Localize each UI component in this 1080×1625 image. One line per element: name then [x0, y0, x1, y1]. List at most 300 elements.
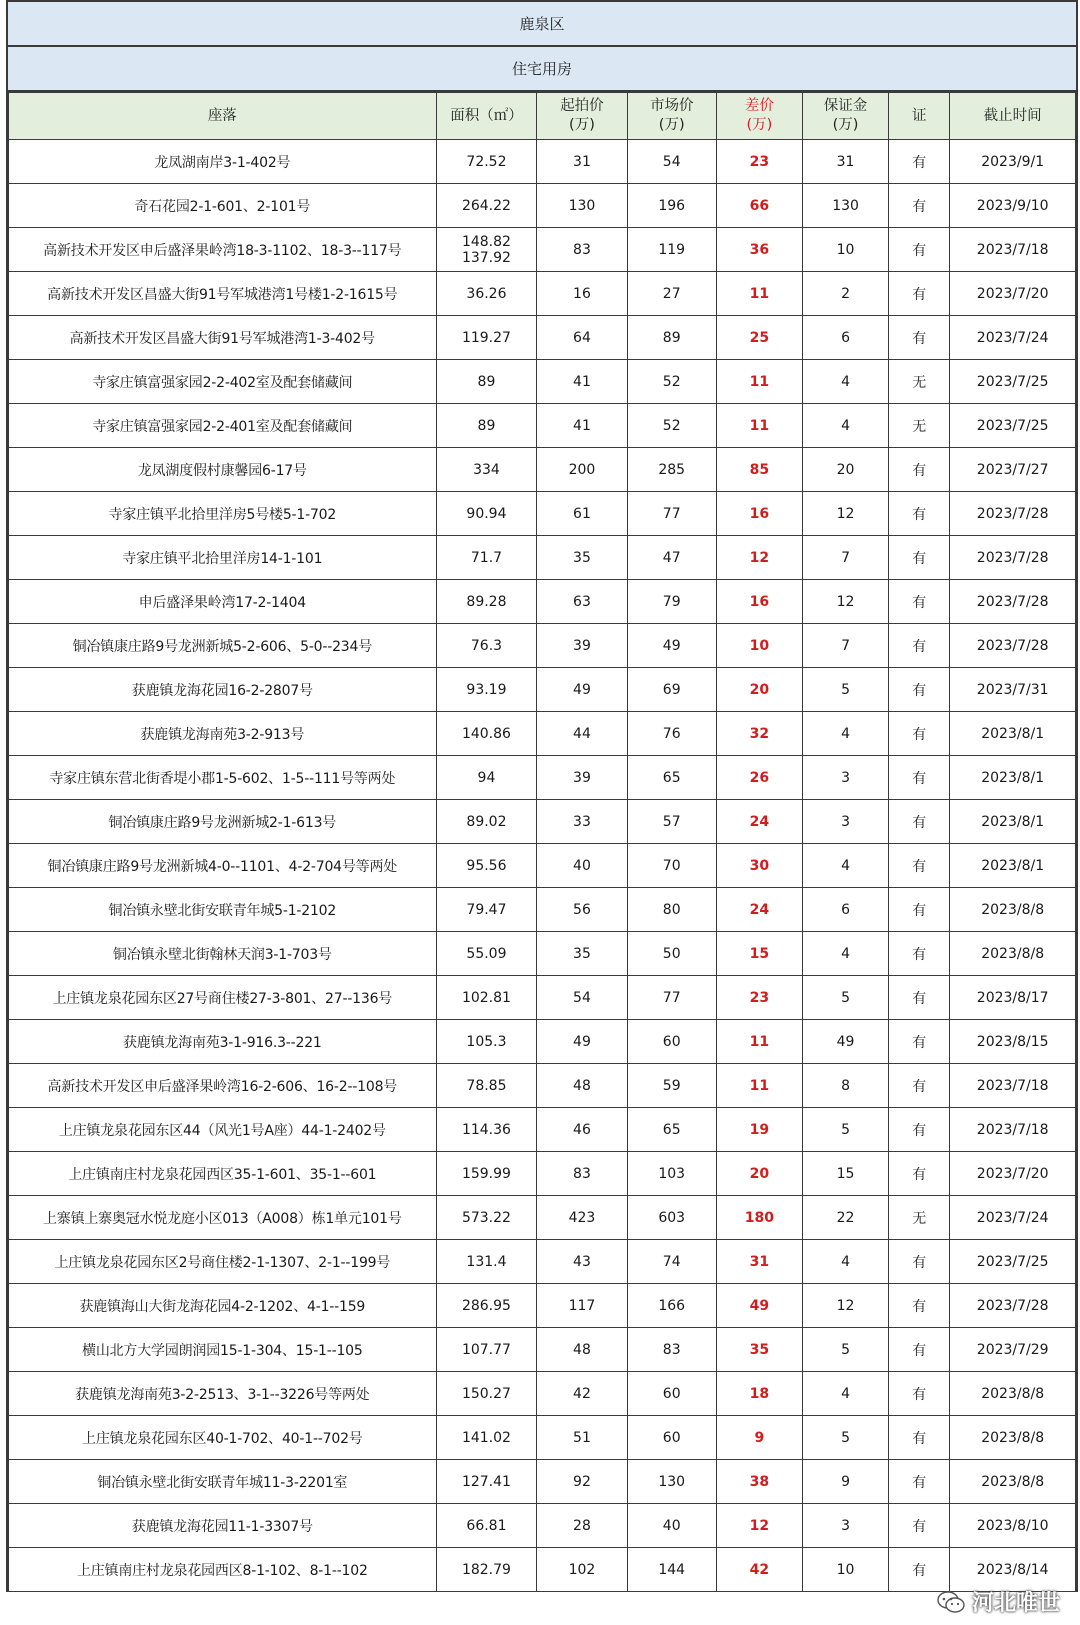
col-certificate-cell: 有	[889, 668, 950, 712]
col-deposit-cell: 3	[802, 1504, 888, 1548]
col-market-price-cell: 27	[627, 272, 716, 316]
col-location-cell: 上庄镇龙泉花园东区27号商住楼27-3-801、27--136号	[9, 976, 437, 1020]
col-location-cell: 龙凤湖度假村康馨园6-17号	[9, 448, 437, 492]
col-area-cell: 131.4	[436, 1240, 537, 1284]
col-market-price-cell: 60	[627, 1020, 716, 1064]
col-market-price-cell: 196	[627, 184, 716, 228]
col-location-cell: 铜冶镇康庄路9号龙洲新城4-0--1101、4-2-704号等两处	[9, 844, 437, 888]
col-market-price-cell: 103	[627, 1152, 716, 1196]
col-deadline-cell: 2023/7/24	[950, 1196, 1076, 1240]
col-start-price-cell: 44	[537, 712, 627, 756]
col-deadline-cell: 2023/7/28	[950, 580, 1076, 624]
col-market-price-cell: 79	[627, 580, 716, 624]
col-location-cell: 寺家庄镇东营北街香堤小郡1-5-602、1-5--111号等两处	[9, 756, 437, 800]
col-area-cell: 140.86	[436, 712, 537, 756]
col-location-cell: 铜冶镇永壁北街安联青年城11-3-2201室	[9, 1460, 437, 1504]
col-area-cell: 89	[436, 404, 537, 448]
col-price-diff-cell: 42	[716, 1548, 802, 1592]
table-row	[9, 184, 1076, 228]
col-price-diff-cell: 11	[716, 272, 802, 316]
col-area-cell: 573.22	[436, 1196, 537, 1240]
col-area-cell: 150.27	[436, 1372, 537, 1416]
col-price-diff-cell: 19	[716, 1108, 802, 1152]
col-start-price-cell: 39	[537, 756, 627, 800]
col-certificate-cell: 有	[889, 756, 950, 800]
col-location-header: 座落	[9, 93, 437, 140]
col-deposit-cell: 4	[802, 404, 888, 448]
col-deposit-cell: 5	[802, 1328, 888, 1372]
col-certificate-cell: 有	[889, 1284, 950, 1328]
col-certificate-cell: 有	[889, 1152, 950, 1196]
col-certificate-cell: 有	[889, 140, 950, 184]
table-row	[9, 712, 1076, 756]
col-market-price-cell: 65	[627, 756, 716, 800]
col-area-cell: 102.81	[436, 976, 537, 1020]
col-price-diff-cell: 15	[716, 932, 802, 976]
col-price-diff-cell: 12	[716, 536, 802, 580]
col-deposit-cell: 4	[802, 712, 888, 756]
col-price-diff-cell: 20	[716, 1152, 802, 1196]
col-start-price-cell: 92	[537, 1460, 627, 1504]
table-row	[9, 1020, 1076, 1064]
col-certificate-cell: 有	[889, 844, 950, 888]
col-deposit-cell: 9	[802, 1460, 888, 1504]
col-area-cell: 66.81	[436, 1504, 537, 1548]
col-price-diff-cell: 66	[716, 184, 802, 228]
col-price-diff-cell: 31	[716, 1240, 802, 1284]
col-price-diff-cell: 25	[716, 316, 802, 360]
col-market-price-cell: 130	[627, 1460, 716, 1504]
col-market-price-cell: 70	[627, 844, 716, 888]
col-deposit-cell: 10	[802, 1548, 888, 1592]
col-market-price-cell: 80	[627, 888, 716, 932]
col-certificate-cell: 有	[889, 272, 950, 316]
table-row	[9, 1108, 1076, 1152]
col-location-cell: 铜冶镇永壁北街翰林天润3-1-703号	[9, 932, 437, 976]
col-certificate-cell: 有	[889, 1064, 950, 1108]
col-area-cell: 89.02	[436, 800, 537, 844]
col-location-cell: 铜冶镇永壁北街安联青年城5-1-2102	[9, 888, 437, 932]
col-start-price-cell: 33	[537, 800, 627, 844]
col-price-diff-header: 差价 (万)	[716, 93, 802, 140]
col-certificate-cell: 有	[889, 1240, 950, 1284]
col-area-cell: 159.99	[436, 1152, 537, 1196]
col-deadline-cell: 2023/9/1	[950, 140, 1076, 184]
col-area-cell: 78.85	[436, 1064, 537, 1108]
col-deadline-cell: 2023/7/25	[950, 1240, 1076, 1284]
table-row	[9, 1196, 1076, 1240]
col-deadline-cell: 2023/7/18	[950, 228, 1076, 272]
col-deadline-cell: 2023/7/18	[950, 1108, 1076, 1152]
col-area-cell: 55.09	[436, 932, 537, 976]
col-location-cell: 获鹿镇龙海南苑3-2-2513、3-1--3226号等两处	[9, 1372, 437, 1416]
col-market-price-cell: 49	[627, 624, 716, 668]
col-price-diff-cell: 30	[716, 844, 802, 888]
col-market-price-header: 市场价 (万)	[627, 93, 716, 140]
col-price-diff-cell: 11	[716, 360, 802, 404]
col-market-price-cell: 50	[627, 932, 716, 976]
listing-sheet	[6, 0, 1078, 1592]
col-certificate-cell: 有	[889, 492, 950, 536]
col-market-price-cell: 119	[627, 228, 716, 272]
col-start-price-cell: 83	[537, 228, 627, 272]
col-location-cell: 获鹿镇龙海南苑3-1-916.3--221	[9, 1020, 437, 1064]
col-certificate-cell: 有	[889, 712, 950, 756]
col-area-cell: 72.52	[436, 140, 537, 184]
col-start-price-cell: 39	[537, 624, 627, 668]
col-area-cell: 94	[436, 756, 537, 800]
col-location-cell: 横山北方大学园朗润园15-1-304、15-1--105	[9, 1328, 437, 1372]
col-start-price-cell: 35	[537, 932, 627, 976]
col-start-price-header: 起拍价 (万)	[537, 93, 627, 140]
table-row	[9, 228, 1076, 272]
col-market-price-cell: 52	[627, 404, 716, 448]
col-location-cell: 铜冶镇康庄路9号龙洲新城5-2-606、5-0--234号	[9, 624, 437, 668]
col-deposit-cell: 8	[802, 1064, 888, 1108]
col-location-cell: 上庄镇龙泉花园东区44（风光1号A座）44-1-2402号	[9, 1108, 437, 1152]
col-certificate-cell: 有	[889, 976, 950, 1020]
col-price-diff-cell: 24	[716, 800, 802, 844]
col-price-diff-cell: 18	[716, 1372, 802, 1416]
col-area-cell: 182.79	[436, 1548, 537, 1592]
table-row	[9, 888, 1076, 932]
col-start-price-cell: 200	[537, 448, 627, 492]
col-deadline-cell: 2023/9/10	[950, 184, 1076, 228]
col-certificate-cell: 有	[889, 1460, 950, 1504]
col-price-diff-cell: 16	[716, 580, 802, 624]
col-market-price-cell: 65	[627, 1108, 716, 1152]
col-area-cell: 90.94	[436, 492, 537, 536]
table-body	[9, 140, 1076, 1592]
col-market-price-cell: 285	[627, 448, 716, 492]
col-deposit-cell: 5	[802, 668, 888, 712]
col-area-cell: 141.02	[436, 1416, 537, 1460]
table-row	[9, 976, 1076, 1020]
col-deposit-cell: 3	[802, 756, 888, 800]
col-price-diff-cell: 26	[716, 756, 802, 800]
col-start-price-cell: 41	[537, 404, 627, 448]
col-start-price-cell: 51	[537, 1416, 627, 1460]
col-area-cell: 286.95	[436, 1284, 537, 1328]
table-row	[9, 1284, 1076, 1328]
col-deposit-cell: 6	[802, 316, 888, 360]
col-deadline-header: 截止时间	[950, 93, 1076, 140]
col-deadline-cell: 2023/8/8	[950, 1372, 1076, 1416]
col-area-cell: 76.3	[436, 624, 537, 668]
col-deposit-cell: 20	[802, 448, 888, 492]
col-deposit-cell: 4	[802, 1372, 888, 1416]
col-location-cell: 高新技术开发区申后盛泽果岭湾16-2-606、16-2--108号	[9, 1064, 437, 1108]
col-price-diff-cell: 36	[716, 228, 802, 272]
col-location-cell: 上庄镇南庄村龙泉花园西区8-1-102、8-1--102	[9, 1548, 437, 1592]
col-location-cell: 龙凤湖南岸3-1-402号	[9, 140, 437, 184]
col-start-price-cell: 423	[537, 1196, 627, 1240]
col-price-diff-cell: 9	[716, 1416, 802, 1460]
district-title: 鹿泉区	[8, 2, 1076, 47]
col-start-price-cell: 41	[537, 360, 627, 404]
wechat-logo-icon	[936, 1590, 966, 1614]
col-area-cell: 107.77	[436, 1328, 537, 1372]
col-location-cell: 高新技术开发区申后盛泽果岭湾18-3-1102、18-3--117号	[9, 228, 437, 272]
table-row	[9, 1416, 1076, 1460]
col-deposit-cell: 4	[802, 1240, 888, 1284]
col-price-diff-cell: 38	[716, 1460, 802, 1504]
col-start-price-cell: 49	[537, 1020, 627, 1064]
col-deadline-cell: 2023/7/28	[950, 492, 1076, 536]
col-area-cell: 89	[436, 360, 537, 404]
col-market-price-cell: 60	[627, 1416, 716, 1460]
col-market-price-cell: 89	[627, 316, 716, 360]
col-certificate-cell: 有	[889, 1020, 950, 1064]
table-row	[9, 1372, 1076, 1416]
table-row	[9, 1152, 1076, 1196]
col-start-price-cell: 42	[537, 1372, 627, 1416]
col-start-price-cell: 40	[537, 844, 627, 888]
col-market-price-cell: 57	[627, 800, 716, 844]
col-certificate-cell: 有	[889, 580, 950, 624]
col-deposit-cell: 10	[802, 228, 888, 272]
table-row	[9, 536, 1076, 580]
col-start-price-cell: 102	[537, 1548, 627, 1592]
category-title: 住宅用房	[8, 47, 1076, 92]
col-location-cell: 上庄镇南庄村龙泉花园西区35-1-601、35-1--601	[9, 1152, 437, 1196]
col-location-cell: 奇石花园2-1-601、2-101号	[9, 184, 437, 228]
col-certificate-cell: 有	[889, 1504, 950, 1548]
table-row	[9, 492, 1076, 536]
col-certificate-cell: 有	[889, 184, 950, 228]
table-row	[9, 1240, 1076, 1284]
col-deposit-cell: 12	[802, 492, 888, 536]
col-deposit-header: 保证金 (万)	[802, 93, 888, 140]
col-certificate-header: 证	[889, 93, 950, 140]
table-row	[9, 1460, 1076, 1504]
col-market-price-cell: 60	[627, 1372, 716, 1416]
table-row	[9, 800, 1076, 844]
col-price-diff-cell: 23	[716, 976, 802, 1020]
col-deadline-cell: 2023/8/10	[950, 1504, 1076, 1548]
col-deadline-cell: 2023/7/20	[950, 1152, 1076, 1196]
watermark-text: 河北唯世	[971, 1591, 1060, 1616]
col-price-diff-cell: 180	[716, 1196, 802, 1240]
col-area-cell: 264.22	[436, 184, 537, 228]
col-start-price-cell: 61	[537, 492, 627, 536]
col-price-diff-cell: 20	[716, 668, 802, 712]
table-row	[9, 1328, 1076, 1372]
table-row	[9, 756, 1076, 800]
col-location-cell: 寺家庄镇平北拾里洋房14-1-101	[9, 536, 437, 580]
col-certificate-cell: 有	[889, 316, 950, 360]
col-market-price-cell: 54	[627, 140, 716, 184]
col-deposit-cell: 12	[802, 1284, 888, 1328]
table-row	[9, 1064, 1076, 1108]
col-deposit-cell: 4	[802, 844, 888, 888]
col-deadline-cell: 2023/8/1	[950, 844, 1076, 888]
col-certificate-cell: 有	[889, 1416, 950, 1460]
col-start-price-cell: 83	[537, 1152, 627, 1196]
col-certificate-cell: 有	[889, 932, 950, 976]
col-deadline-cell: 2023/8/1	[950, 800, 1076, 844]
col-deposit-cell: 49	[802, 1020, 888, 1064]
col-location-cell: 获鹿镇海山大街龙海花园4-2-1202、4-1--159	[9, 1284, 437, 1328]
col-market-price-cell: 166	[627, 1284, 716, 1328]
col-area-cell: 114.36	[436, 1108, 537, 1152]
area-value-multi: 148.82 137.92	[461, 233, 511, 266]
col-market-price-cell: 83	[627, 1328, 716, 1372]
table-row	[9, 140, 1076, 184]
col-price-diff-cell: 10	[716, 624, 802, 668]
col-market-price-cell: 40	[627, 1504, 716, 1548]
col-deposit-cell: 5	[802, 976, 888, 1020]
table-row	[9, 272, 1076, 316]
col-certificate-cell: 有	[889, 1108, 950, 1152]
col-deadline-cell: 2023/7/28	[950, 624, 1076, 668]
col-certificate-cell: 有	[889, 800, 950, 844]
col-market-price-cell: 144	[627, 1548, 716, 1592]
col-deposit-cell: 5	[802, 1108, 888, 1152]
table-row	[9, 404, 1076, 448]
col-start-price-cell: 49	[537, 668, 627, 712]
col-start-price-cell: 64	[537, 316, 627, 360]
col-deposit-cell: 22	[802, 1196, 888, 1240]
col-market-price-cell: 59	[627, 1064, 716, 1108]
col-market-price-cell: 47	[627, 536, 716, 580]
col-area-cell: 119.27	[436, 316, 537, 360]
col-start-price-cell: 117	[537, 1284, 627, 1328]
col-area-cell: 95.56	[436, 844, 537, 888]
col-price-diff-cell: 32	[716, 712, 802, 756]
col-location-cell: 高新技术开发区昌盛大街91号军城港湾1号楼1-2-1615号	[9, 272, 437, 316]
col-deadline-cell: 2023/7/29	[950, 1328, 1076, 1372]
col-deadline-cell: 2023/7/28	[950, 536, 1076, 580]
col-start-price-cell: 130	[537, 184, 627, 228]
col-location-cell: 上庄镇龙泉花园东区2号商住楼2-1-1307、2-1--199号	[9, 1240, 437, 1284]
col-area-cell: 334	[436, 448, 537, 492]
col-market-price-cell: 77	[627, 976, 716, 1020]
table-row	[9, 624, 1076, 668]
table-row	[9, 1504, 1076, 1548]
col-location-cell: 上寨镇上寨奥冠水悦龙庭小区013（A008）栋1单元101号	[9, 1196, 437, 1240]
col-price-diff-cell: 49	[716, 1284, 802, 1328]
col-location-cell: 寺家庄镇平北拾里洋房5号楼5-1-702	[9, 492, 437, 536]
table-row	[9, 932, 1076, 976]
col-deadline-cell: 2023/7/27	[950, 448, 1076, 492]
col-deadline-cell: 2023/8/1	[950, 756, 1076, 800]
col-market-price-cell: 69	[627, 668, 716, 712]
col-deadline-cell: 2023/8/8	[950, 1416, 1076, 1460]
col-deadline-cell: 2023/8/8	[950, 1460, 1076, 1504]
col-area-cell: 127.41	[436, 1460, 537, 1504]
col-price-diff-cell: 85	[716, 448, 802, 492]
col-market-price-cell: 74	[627, 1240, 716, 1284]
table-row	[9, 1548, 1076, 1592]
col-start-price-cell: 56	[537, 888, 627, 932]
col-start-price-cell: 16	[537, 272, 627, 316]
col-deadline-cell: 2023/8/8	[950, 932, 1076, 976]
col-price-diff-cell: 24	[716, 888, 802, 932]
col-certificate-cell: 无	[889, 1196, 950, 1240]
col-location-cell: 获鹿镇龙海花园16-2-2807号	[9, 668, 437, 712]
col-certificate-cell: 有	[889, 448, 950, 492]
col-deadline-cell: 2023/7/20	[950, 272, 1076, 316]
col-start-price-cell: 48	[537, 1064, 627, 1108]
property-table	[8, 92, 1076, 1592]
col-certificate-cell: 有	[889, 1548, 950, 1592]
col-location-cell: 上庄镇龙泉花园东区40-1-702、40-1--702号	[9, 1416, 437, 1460]
col-deadline-cell: 2023/8/17	[950, 976, 1076, 1020]
col-start-price-cell: 43	[537, 1240, 627, 1284]
col-market-price-cell: 77	[627, 492, 716, 536]
col-deposit-cell: 7	[802, 624, 888, 668]
col-area-cell: 79.47	[436, 888, 537, 932]
col-deposit-cell: 7	[802, 536, 888, 580]
col-area-cell: 93.19	[436, 668, 537, 712]
col-certificate-cell: 有	[889, 888, 950, 932]
col-price-diff-cell: 12	[716, 1504, 802, 1548]
col-start-price-cell: 46	[537, 1108, 627, 1152]
table-row	[9, 448, 1076, 492]
col-location-cell: 高新技术开发区昌盛大街91号军城港湾1-3-402号	[9, 316, 437, 360]
col-certificate-cell: 有	[889, 1372, 950, 1416]
col-deposit-cell: 3	[802, 800, 888, 844]
table-header-row	[9, 93, 1076, 140]
col-deposit-cell: 5	[802, 1416, 888, 1460]
col-area-cell: 36.26	[436, 272, 537, 316]
col-area-cell: 71.7	[436, 536, 537, 580]
col-location-cell: 申后盛泽果岭湾17-2-1404	[9, 580, 437, 624]
col-deadline-cell: 2023/8/1	[950, 712, 1076, 756]
col-deadline-cell: 2023/7/24	[950, 316, 1076, 360]
table-row	[9, 844, 1076, 888]
table-row	[9, 668, 1076, 712]
col-location-cell: 铜冶镇康庄路9号龙洲新城2-1-613号	[9, 800, 437, 844]
col-price-diff-cell: 23	[716, 140, 802, 184]
col-deadline-cell: 2023/7/28	[950, 1284, 1076, 1328]
col-deposit-cell: 6	[802, 888, 888, 932]
col-start-price-cell: 48	[537, 1328, 627, 1372]
col-certificate-cell: 无	[889, 404, 950, 448]
col-deadline-cell: 2023/8/14	[950, 1548, 1076, 1592]
col-deposit-cell: 12	[802, 580, 888, 624]
col-price-diff-cell: 11	[716, 404, 802, 448]
col-start-price-cell: 63	[537, 580, 627, 624]
col-deadline-cell: 2023/7/31	[950, 668, 1076, 712]
col-area-cell	[436, 228, 537, 272]
col-location-cell: 获鹿镇龙海南苑3-2-913号	[9, 712, 437, 756]
col-market-price-cell: 603	[627, 1196, 716, 1240]
col-start-price-cell: 35	[537, 536, 627, 580]
col-deadline-cell: 2023/7/18	[950, 1064, 1076, 1108]
col-deposit-cell: 2	[802, 272, 888, 316]
col-market-price-cell: 76	[627, 712, 716, 756]
col-deadline-cell: 2023/7/25	[950, 360, 1076, 404]
col-location-cell: 寺家庄镇富强家园2-2-402室及配套储藏间	[9, 360, 437, 404]
col-deposit-cell: 4	[802, 932, 888, 976]
col-price-diff-cell: 16	[716, 492, 802, 536]
table-row	[9, 316, 1076, 360]
col-certificate-cell: 有	[889, 536, 950, 580]
table-row	[9, 580, 1076, 624]
col-location-cell: 获鹿镇龙海花园11-1-3307号	[9, 1504, 437, 1548]
col-deadline-cell: 2023/8/15	[950, 1020, 1076, 1064]
col-deposit-cell: 4	[802, 360, 888, 404]
col-deposit-cell: 31	[802, 140, 888, 184]
col-certificate-cell: 有	[889, 228, 950, 272]
col-area-header: 面积（㎡）	[436, 93, 537, 140]
col-price-diff-cell: 11	[716, 1020, 802, 1064]
col-deposit-cell: 15	[802, 1152, 888, 1196]
col-area-cell: 105.3	[436, 1020, 537, 1064]
col-area-cell: 89.28	[436, 580, 537, 624]
